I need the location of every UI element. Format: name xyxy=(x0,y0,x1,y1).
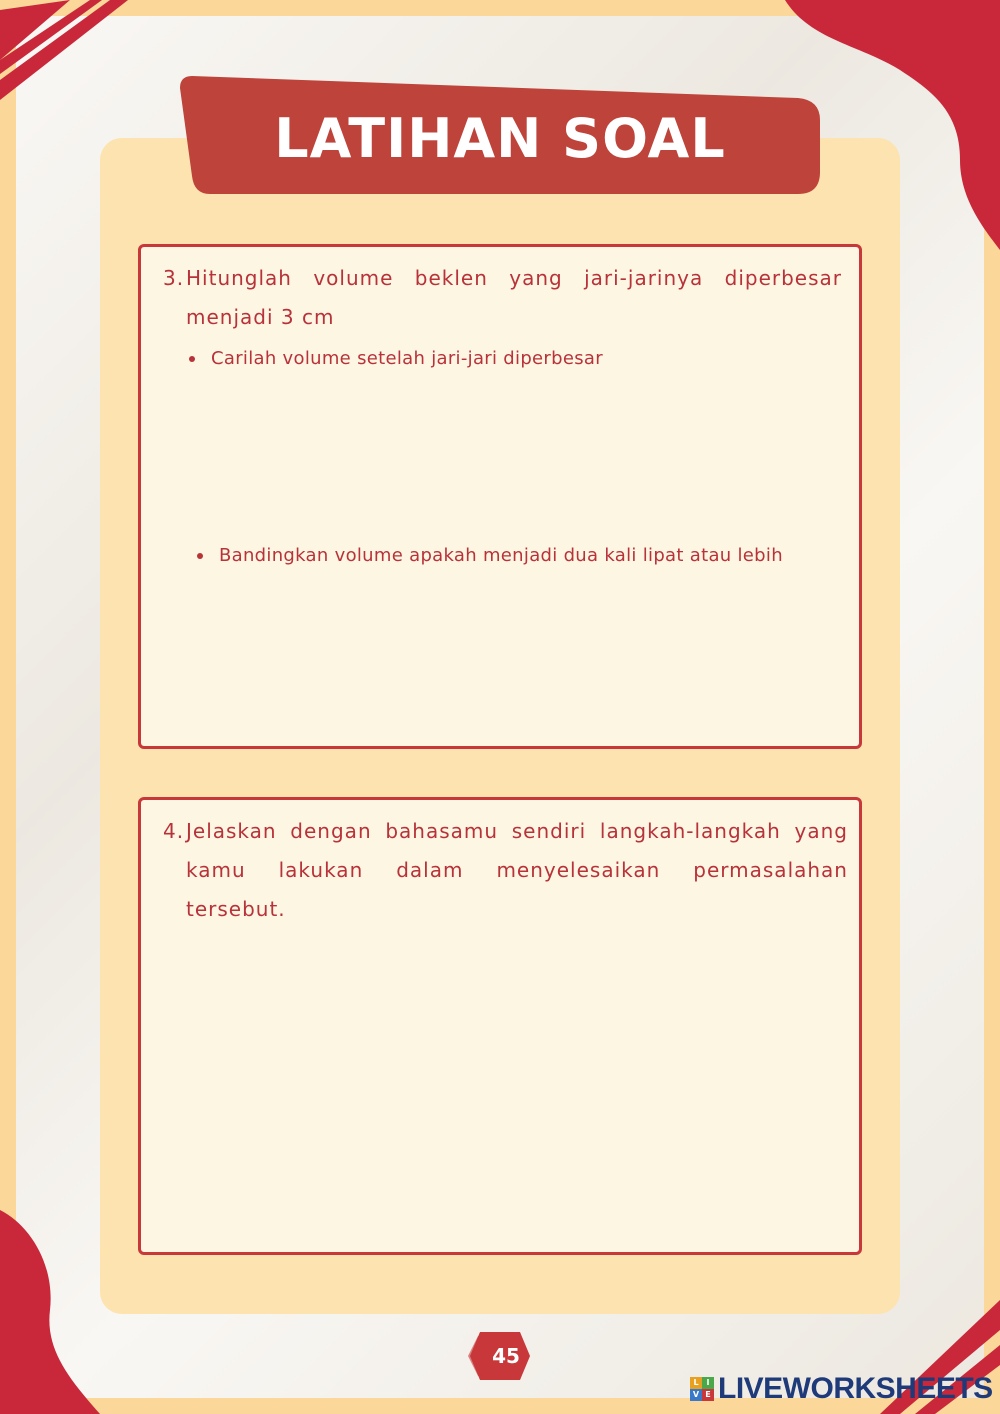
question-4-number: 4. xyxy=(163,819,185,843)
question-3-number: 3. xyxy=(163,266,185,290)
top-left-brush-decoration xyxy=(0,0,128,100)
page-number: 45 xyxy=(492,1344,520,1368)
bottom-left-blob-decoration xyxy=(0,1210,100,1414)
liveworksheets-logo-icon xyxy=(690,1377,714,1401)
page-title: LATIHAN SOAL xyxy=(274,107,726,170)
logo-letter: E xyxy=(702,1389,714,1401)
logo-letter: V xyxy=(690,1389,702,1401)
bullet-dot-icon xyxy=(197,553,203,559)
question-4-text: Jelaskan dengan bahasamu sendiri langkah-langkah yang kamu lakukan dalam menyelesaikan permasalahan tersebut. xyxy=(186,819,848,921)
answer-area-3a[interactable] xyxy=(181,387,821,527)
answer-area-4[interactable] xyxy=(181,940,821,1230)
logo-letter: L xyxy=(690,1377,702,1389)
bullet-text: Carilah volume setelah jari-jari diperbesar xyxy=(211,348,603,369)
answer-area-3b[interactable] xyxy=(181,617,821,727)
bullet-text: Bandingkan volume apakah menjadi dua kali lipat atau lebih xyxy=(219,545,783,566)
question-3-box xyxy=(138,244,862,749)
question-3-text: Hitunglah volume beklen yang jari-jarinya diperbesar menjadi 3 cm xyxy=(186,266,842,329)
logo-letter: I xyxy=(702,1377,714,1389)
liveworksheets-watermark xyxy=(690,1372,993,1406)
brand-name: LIVEWORKSHEETS xyxy=(718,1372,993,1405)
question-3-bullet-2 xyxy=(219,538,819,574)
question-3-bullet-1 xyxy=(211,341,811,377)
question-4-box xyxy=(138,797,862,1255)
bullet-dot-icon xyxy=(189,356,195,362)
